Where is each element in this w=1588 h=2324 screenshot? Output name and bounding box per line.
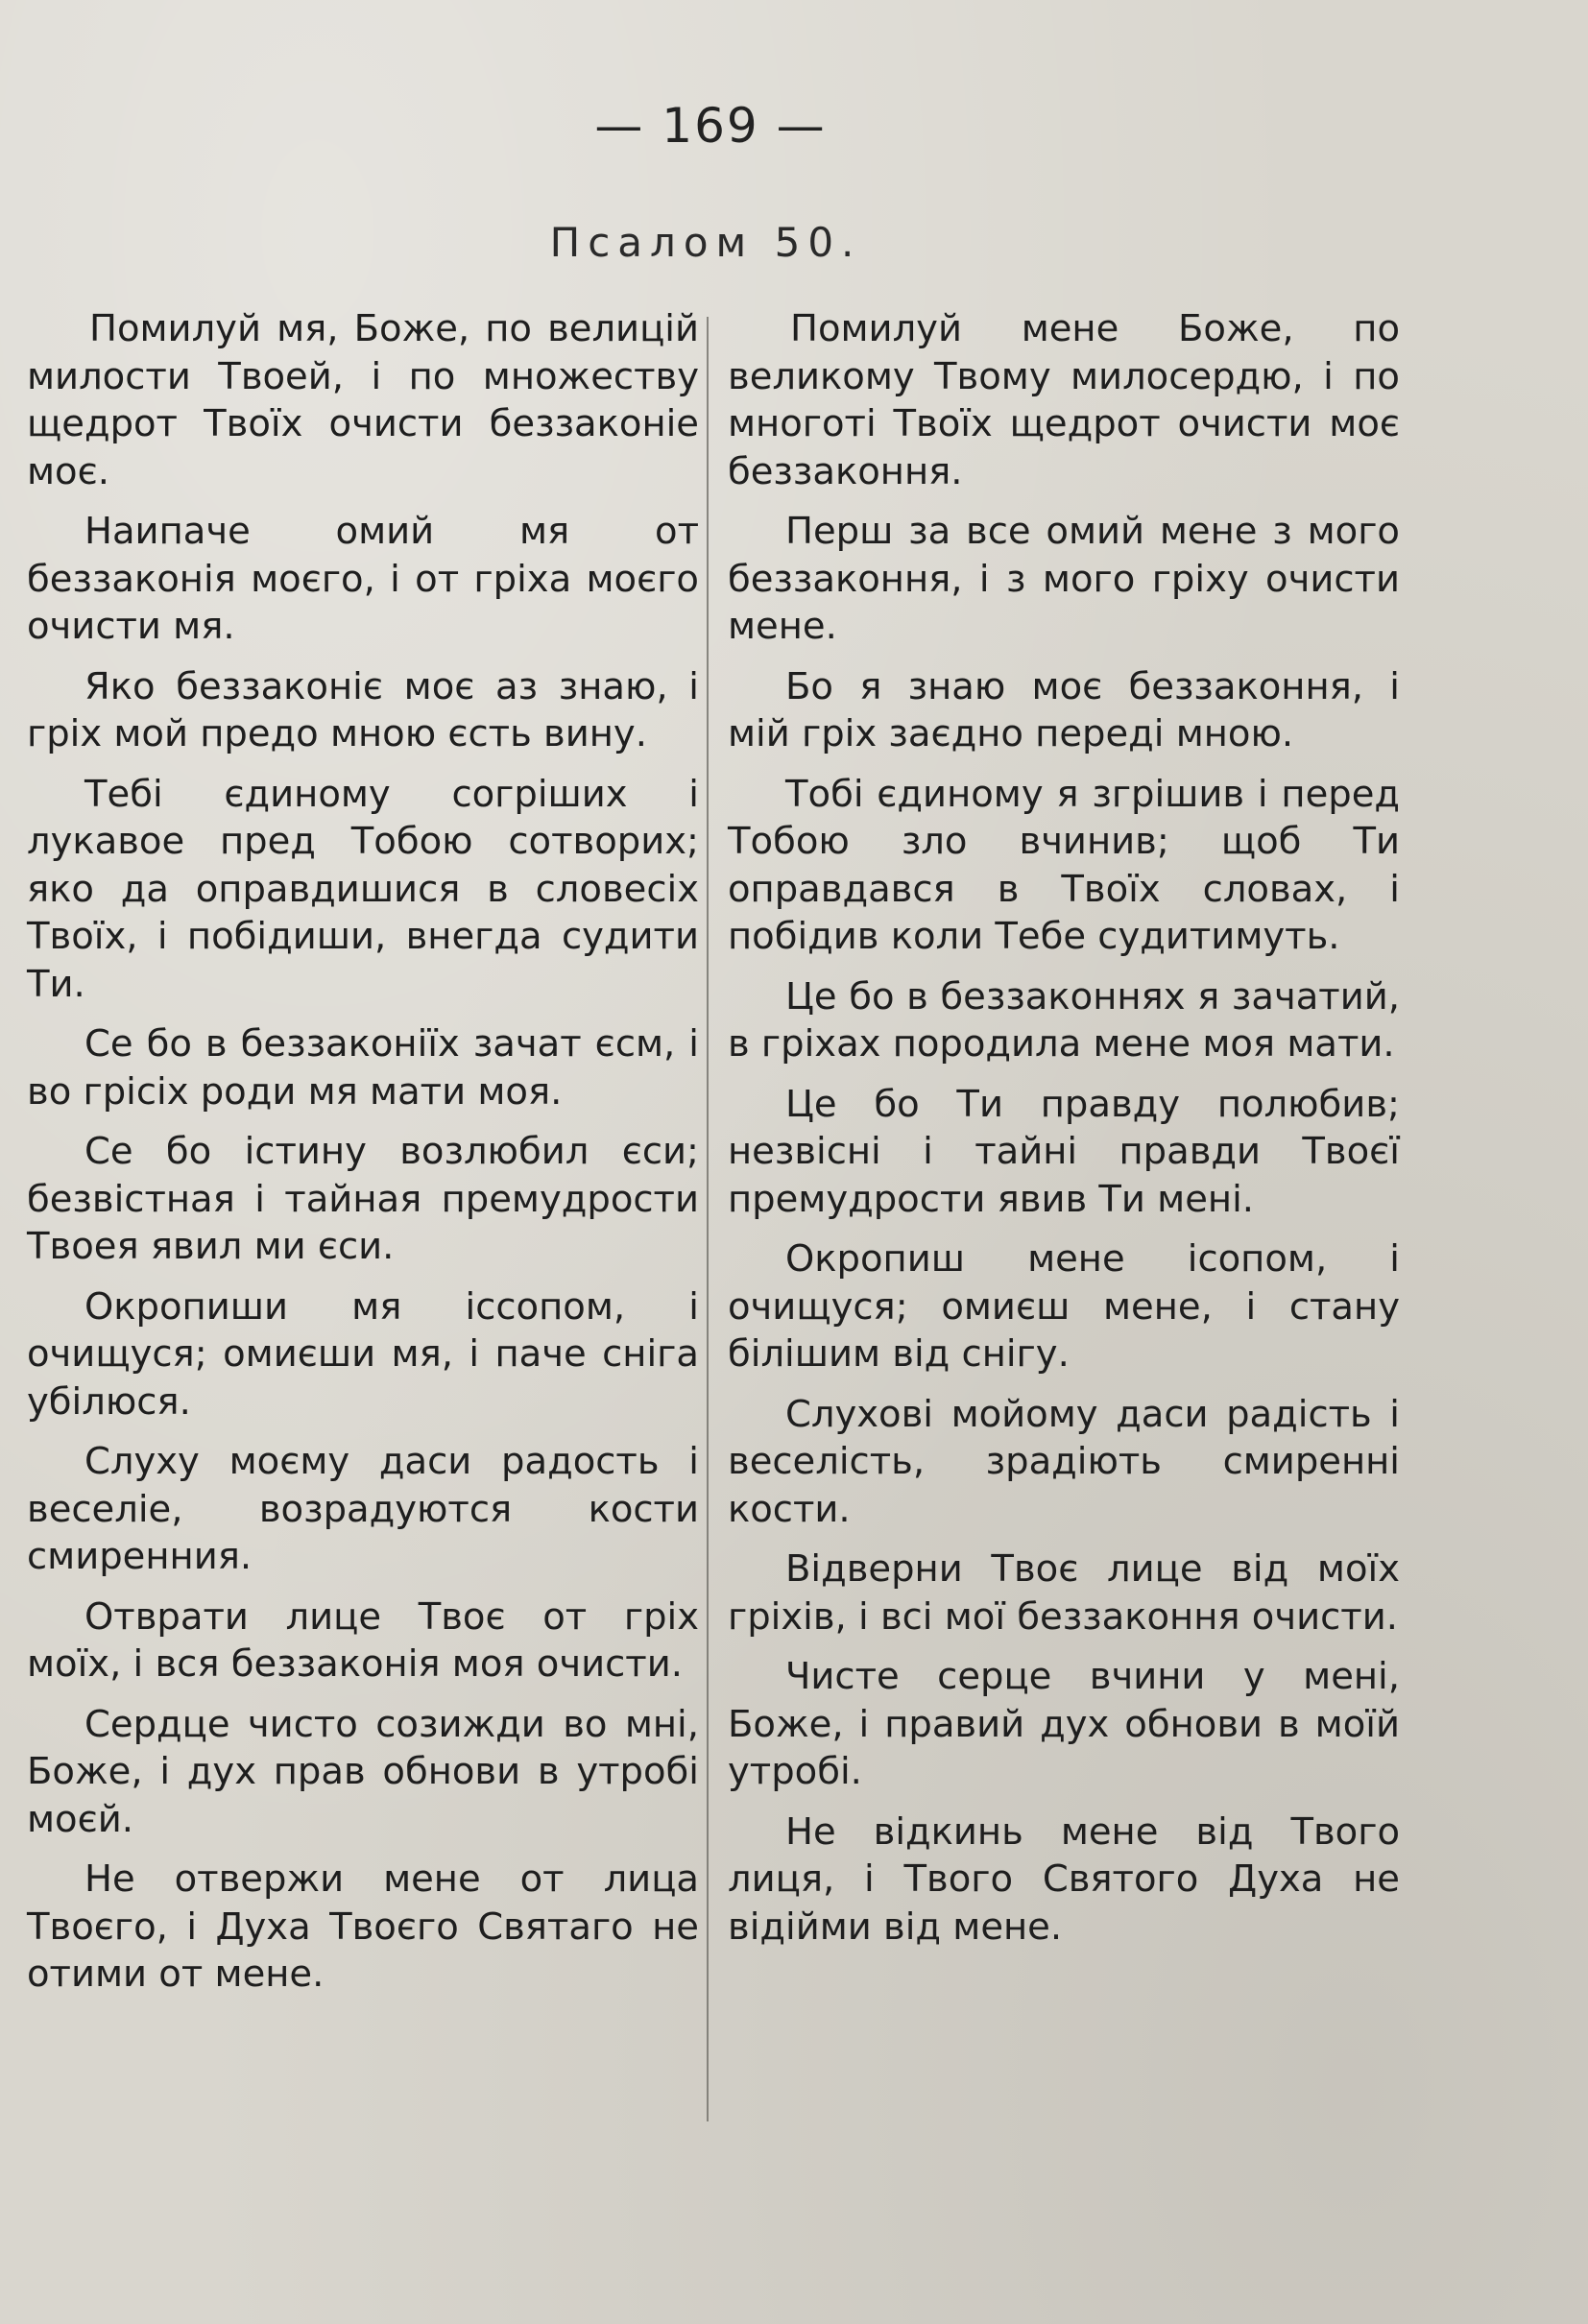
column-divider xyxy=(707,317,709,2121)
psalm-title: Псалом 50. xyxy=(549,219,862,266)
right-column-ukrainian xyxy=(728,305,1400,1963)
left-verse-8: Слуху моєму даси радость і веселіе, возрадуются кости смиренния. xyxy=(27,1440,699,1578)
right-verse-7: Окропиш мене ісопом, і очищуся; омиєш мене, і стану білішим від снігу. xyxy=(728,1237,1400,1376)
right-verse-10: Чисте серце вчини у мені, Боже, і правий дух обнови в моїй утробі. xyxy=(728,1655,1400,1793)
left-verse-10: Сердце чисто созижди во мні, Боже, і дух прав обнови в утробі моєй. xyxy=(27,1702,699,1841)
left-verse-3: Яко беззаконіє моє аз знаю, і гріх мой предо мною єсть вину. xyxy=(27,664,699,755)
right-verse-6: Це бо Ти правду полюбив; незвісні і тайні правди Твоєї премудрости явив Ти мені. xyxy=(728,1082,1400,1221)
left-column-church-slavonic xyxy=(27,305,699,2011)
left-verse-5: Се бо в беззаконіїх зачат єсм, і во грісіх роди мя мати моя. xyxy=(27,1022,699,1114)
right-verse-11: Не відкинь мене від Твого лиця, і Твого Святого Духа не відійми від мене. xyxy=(728,1809,1400,1949)
page-number: — 169 — xyxy=(594,98,827,154)
right-verse-3: Бо я знаю моє беззаконня, і мій гріх заєдно переді мною. xyxy=(728,664,1400,755)
left-verse-4: Тебі єдиному согрішиx і лукавое пред Тобою сотворих; яко да оправдишися в словесіх Твоїх, і побідиши, внегда судити Ти. xyxy=(27,772,699,1006)
left-verse-6: Се бо істину возлюбил єси; безвістная і тайная премудрости Твоея явил ми єси. xyxy=(27,1130,699,1268)
right-verse-1: Помилуй мене Боже, по великому Твому милосердю, і по многоті Твоїх щедрот очисти моє беззаконня. xyxy=(728,307,1400,493)
right-verse-8: Слухові мойому даси радість і веселість, зрадіють смиренні кости. xyxy=(728,1392,1400,1531)
right-verse-5: Це бо в беззаконнях я зачатий, в гріхах породила мене моя мати. xyxy=(728,974,1400,1066)
left-verse-1: Помилуй мя, Боже, по велицій милости Твоей, і по множеству щедрот Твоїх очисти беззаконіе моє. xyxy=(27,307,699,493)
left-verse-11: Не отвержи мене от лица Твоєго, і Духа Твоєго Святаго не отими от мене. xyxy=(27,1857,699,1996)
right-verse-4: Тобі єдиному я згрішив і перед Тобою зло вчинив; щоб Ти оправдався в Твоїх словах, і побідив коли Тебе судитимуть. xyxy=(728,772,1400,958)
right-verse-9: Відверни Твоє лице від моїх гріхів, і всі мої беззаконня очисти. xyxy=(728,1547,1400,1639)
right-verse-2: Перш за все омий мене з мого беззаконня, і з мого гріху очисти мене. xyxy=(728,510,1400,648)
left-verse-2: Наипаче омий мя от беззаконія моєго, і от гріха моєго очисти мя. xyxy=(27,510,699,648)
left-verse-9: Отврати лице Твоє от гріх моїх, і вся беззаконія моя очисти. xyxy=(27,1594,699,1686)
left-verse-7: Окропиши мя іссопом, і очищуся; омиєши мя, і паче сніга убілюся. xyxy=(27,1284,699,1424)
